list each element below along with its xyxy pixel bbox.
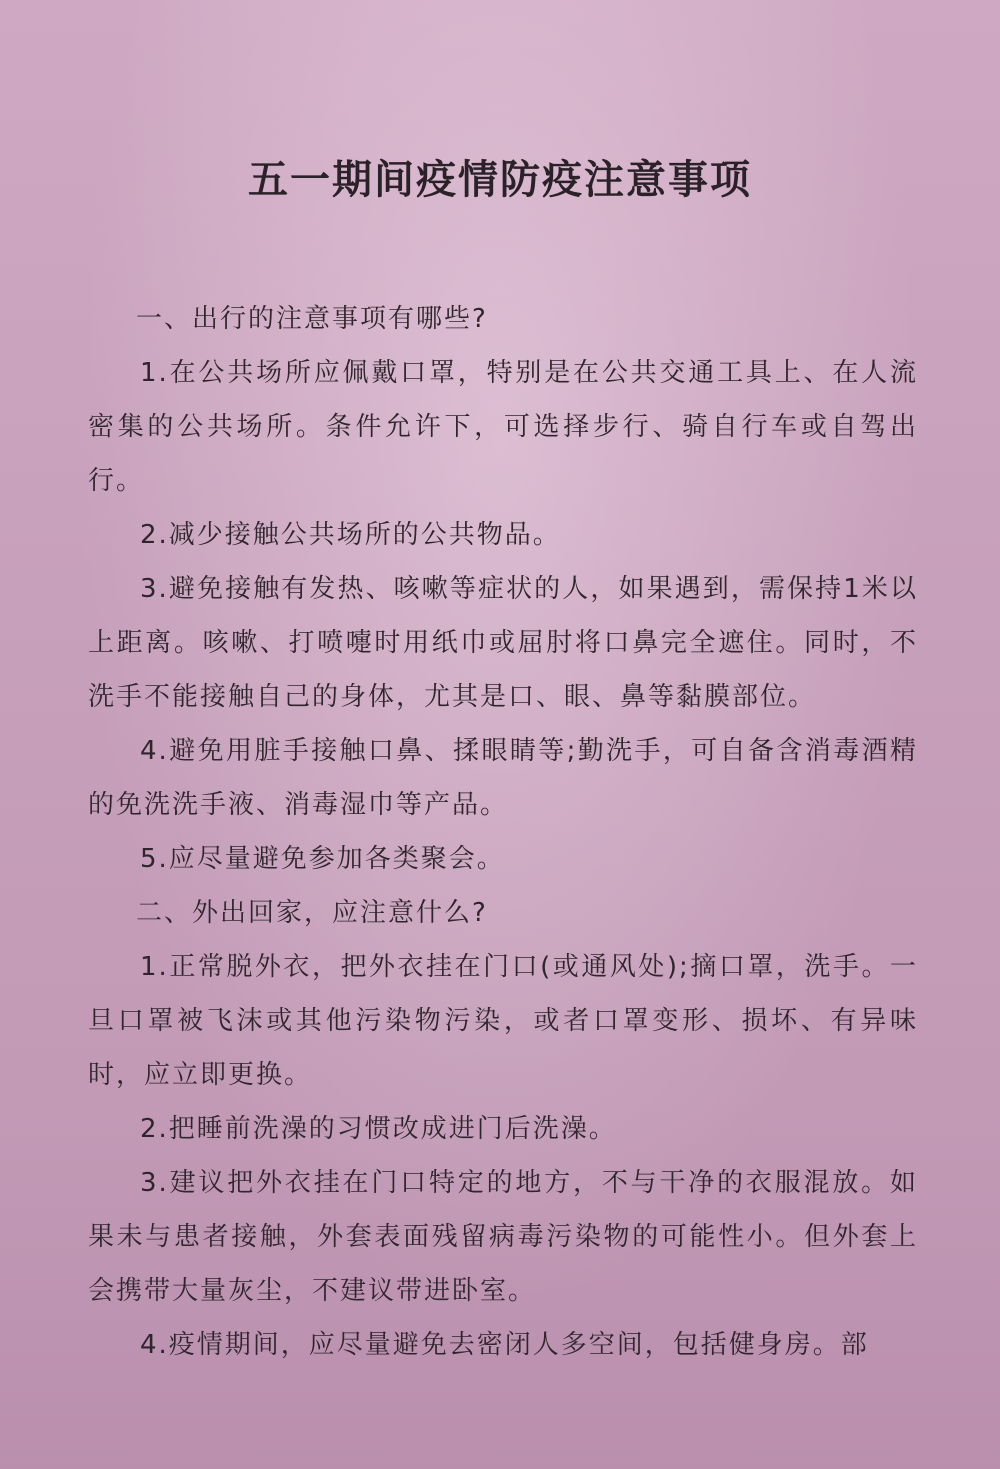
paragraph-home-3: 3.建议把外衣挂在门口特定的地方，不与干净的衣服混放。如果未与患者接触，外套表面残留病毒污染物的可能性小。但外套上会携带大量灰尘，不建议带进卧室。: [88, 1168, 918, 1306]
paragraph-travel-4: 4.避免用脏手接触口鼻、揉眼睛等;勤洗手，可自备含消毒酒精的免洗洗手液、消毒湿巾等产品。: [88, 736, 918, 820]
paragraph-home-2: 2.把睡前洗澡的习惯改成进门后洗澡。: [140, 1114, 617, 1144]
paragraph-travel-5: 5.应尽量避免参加各类聚会。: [140, 844, 505, 874]
section-heading-home: 二、外出回家，应注意什么?: [136, 898, 488, 928]
document-body: [88, 292, 918, 1372]
paragraph-travel-3: 3.避免接触有发热、咳嗽等症状的人，如果遇到，需保持1米以上距离。咳嗽、打喷嚏时用纸巾或屈肘将口鼻完全遮住。同时，不洗手不能接触自己的身体，尤其是口、眼、鼻等黏膜部位。: [88, 574, 918, 712]
paragraph-travel-2: 2.减少接触公共场所的公共物品。: [140, 520, 561, 550]
paragraph-home-1: 1.正常脱外衣，把外衣挂在门口(或通风处);摘口罩，洗手。一旦口罩被飞沫或其他污染物污染，或者口罩变形、损坏、有异味时，应立即更换。: [88, 952, 918, 1090]
paragraph-travel-1: 1.在公共场所应佩戴口罩，特别是在公共交通工具上、在人流密集的公共场所。条件允许下，可选择步行、骑自行车或自驾出行。: [88, 358, 918, 496]
document-title: 五一期间疫情防疫注意事项: [248, 156, 752, 203]
paragraph-home-4: 4.疫情期间，应尽量避免去密闭人多空间，包括健身房。部: [140, 1330, 869, 1360]
section-heading-travel: 一、出行的注意事项有哪些?: [136, 304, 488, 334]
